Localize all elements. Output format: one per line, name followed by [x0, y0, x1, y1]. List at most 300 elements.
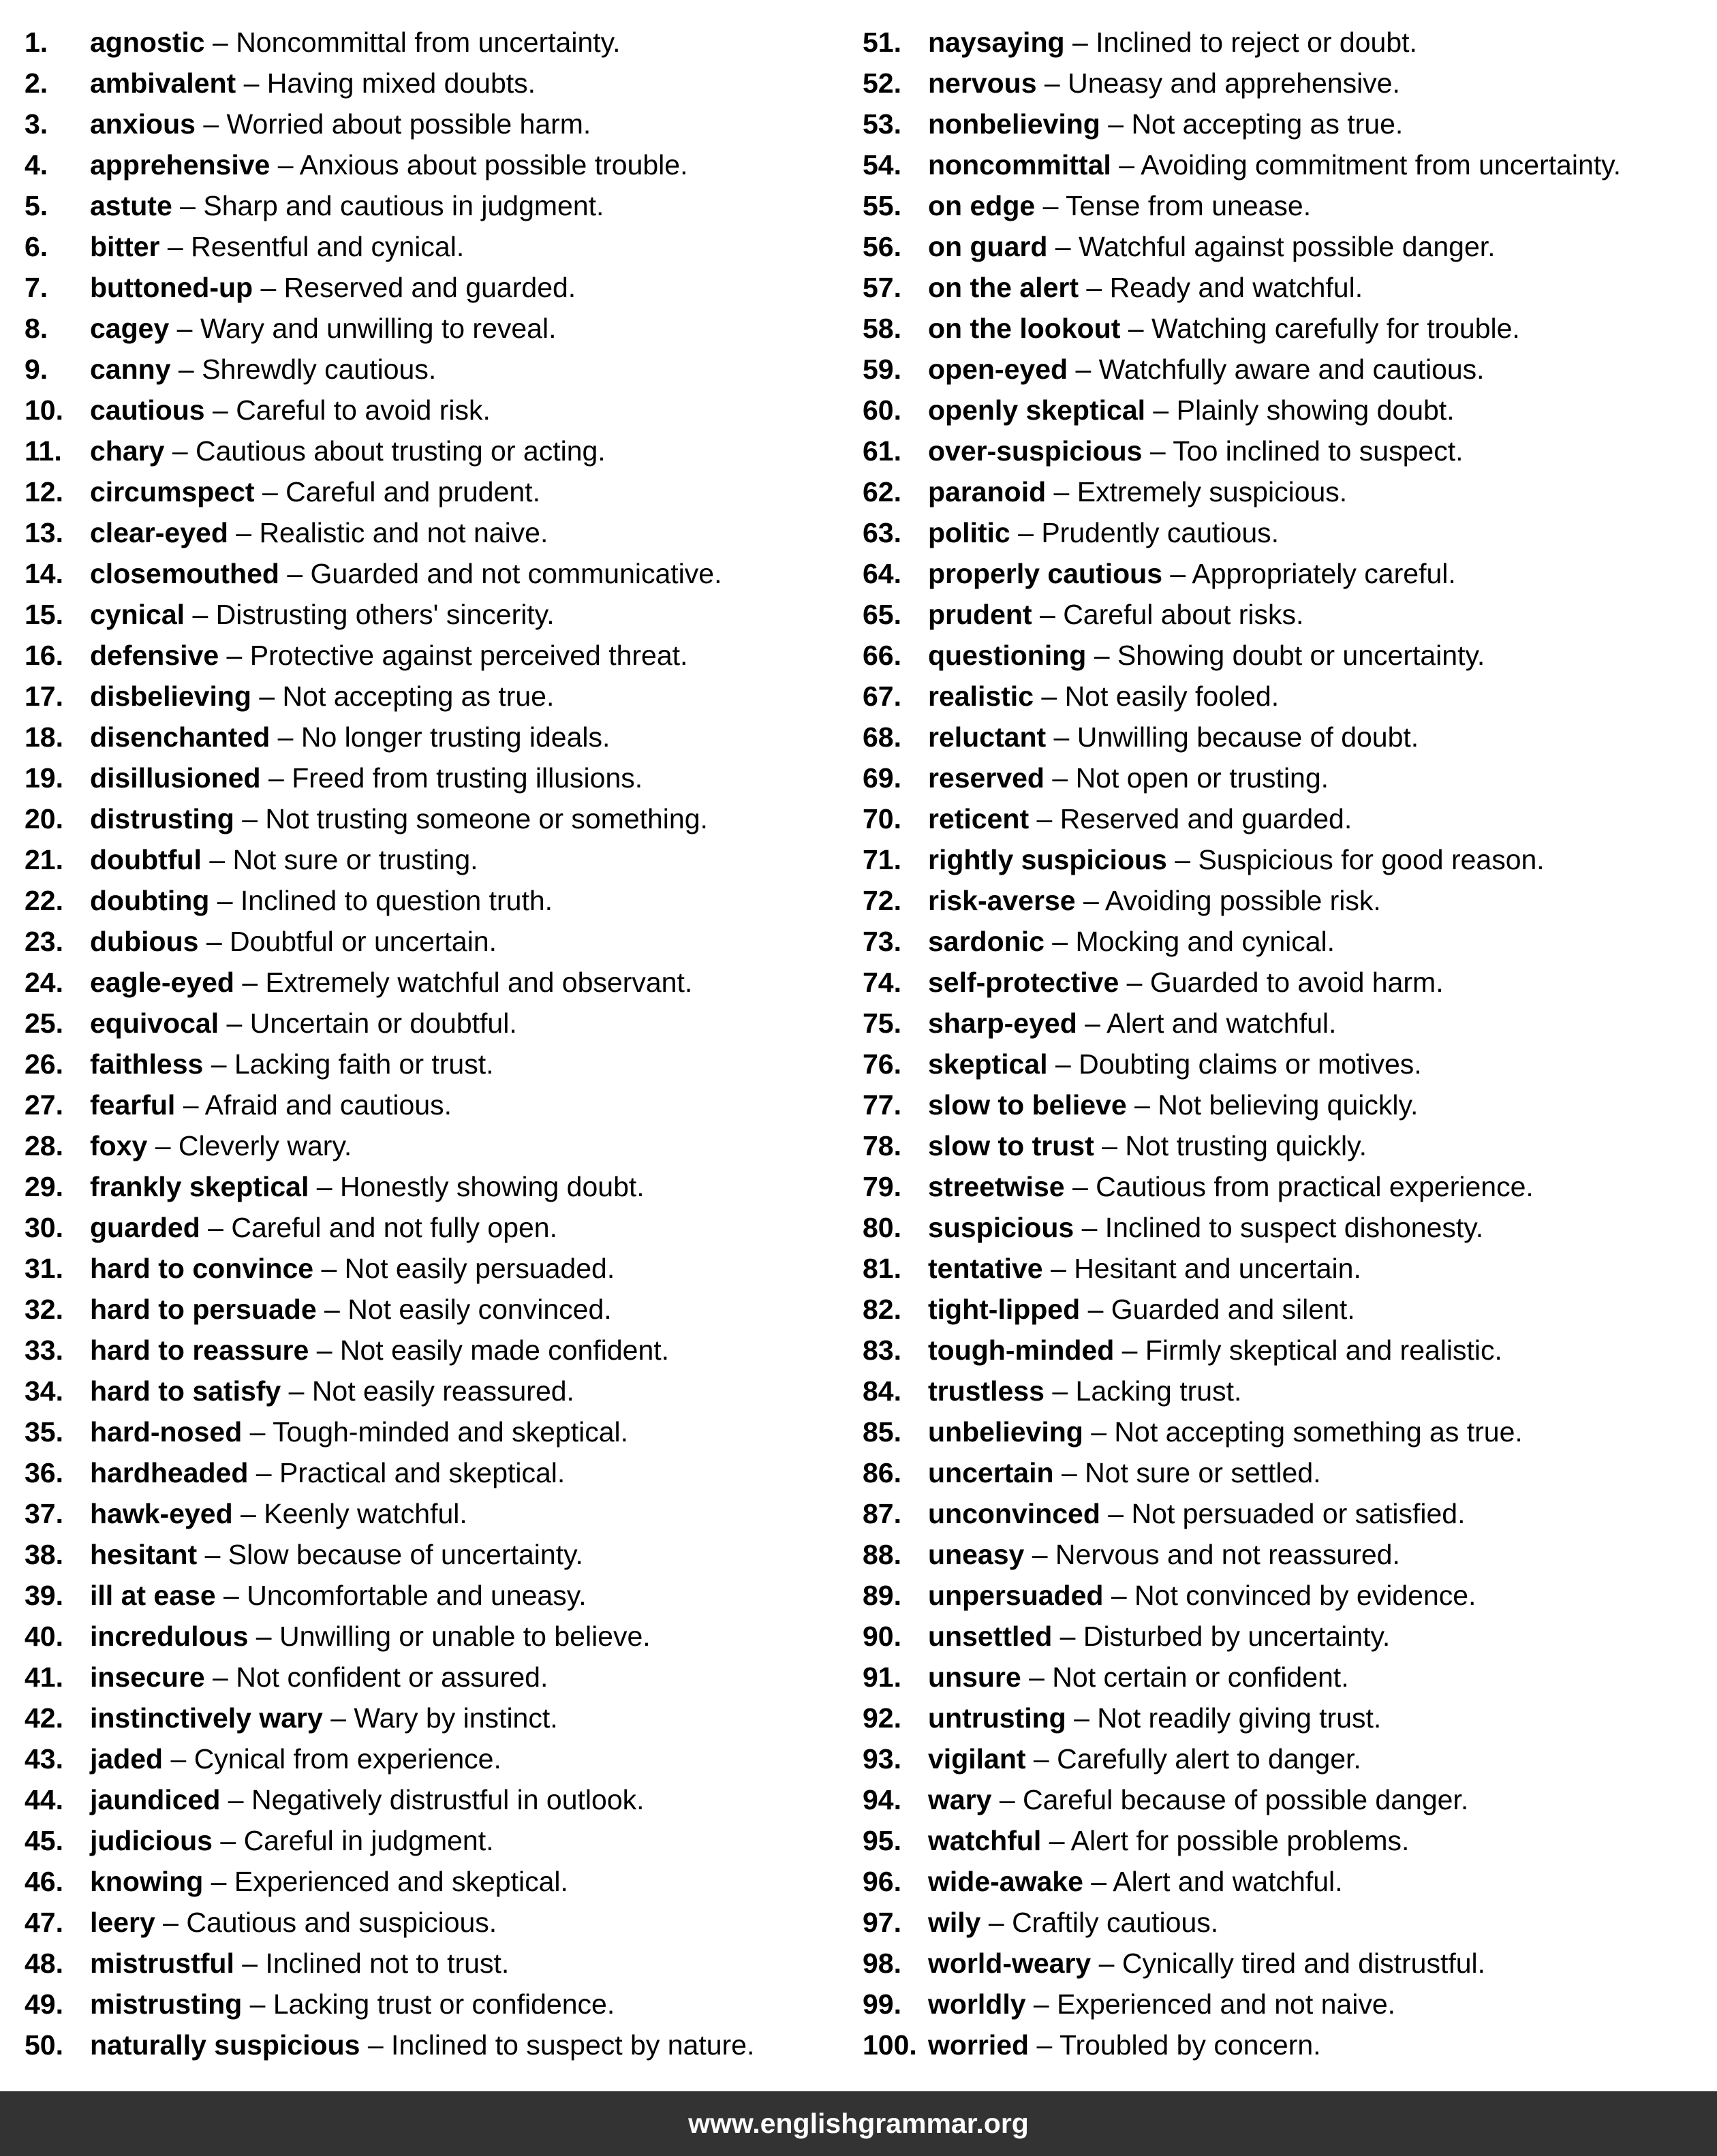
item-definition: Uncomfortable and uneasy.: [247, 1580, 587, 1611]
item-definition: Not easily reassured.: [311, 1375, 574, 1407]
list-item: [25, 1371, 754, 1411]
item-term: insecure: [90, 1661, 205, 1693]
item-term: agnostic: [90, 27, 205, 58]
item-term: over-suspicious: [928, 435, 1143, 467]
item-term: unconvinced: [928, 1498, 1100, 1529]
item-definition: Not accepting as true.: [1131, 108, 1404, 140]
item-number: 73.: [863, 926, 901, 957]
item-definition: Disturbed by uncertainty.: [1083, 1621, 1391, 1652]
item-definition: Reserved and guarded.: [283, 272, 576, 303]
item-number: 80.: [863, 1212, 901, 1243]
item-separator: –: [1052, 1621, 1083, 1652]
item-number: 89.: [863, 1580, 901, 1611]
item-separator: –: [200, 1212, 232, 1243]
item-term: reticent: [928, 803, 1030, 834]
item-term: trustless: [928, 1375, 1045, 1407]
item-definition: Cynical from experience.: [194, 1743, 501, 1775]
list-item: [25, 1616, 754, 1657]
item-term: naturally suspicious: [90, 2029, 360, 2061]
list-item: [863, 2025, 1621, 2065]
item-separator: –: [279, 558, 311, 589]
item-separator: –: [1010, 517, 1042, 548]
item-definition: Tense from unease.: [1066, 190, 1312, 221]
item-definition: Too inclined to suspect.: [1173, 435, 1464, 467]
item-separator: –: [1074, 1212, 1105, 1243]
item-term: sardonic: [928, 926, 1045, 957]
item-definition: Troubled by concern.: [1059, 2029, 1321, 2061]
item-term: incredulous: [90, 1621, 249, 1652]
item-number: 9.: [25, 354, 48, 385]
item-term: suspicious: [928, 1212, 1074, 1243]
list-item: [25, 1330, 754, 1371]
item-separator: –: [1120, 313, 1151, 344]
item-term: cagey: [90, 313, 170, 344]
item-separator: –: [309, 1171, 340, 1202]
item-separator: –: [234, 1948, 266, 1979]
item-separator: –: [1126, 1089, 1158, 1121]
item-separator: –: [164, 435, 196, 467]
list-item: [863, 185, 1621, 226]
item-term: openly skeptical: [928, 394, 1146, 426]
item-number: 35.: [25, 1416, 63, 1448]
item-definition: Cautious and suspicious.: [186, 1907, 497, 1938]
item-separator: –: [204, 1661, 236, 1693]
list-item: [863, 1289, 1621, 1330]
list-item: [25, 717, 754, 757]
item-term: reluctant: [928, 721, 1047, 753]
item-number: 55.: [863, 190, 901, 221]
item-number: 33.: [25, 1334, 63, 1366]
item-number: 96.: [863, 1866, 901, 1897]
item-term: streetwise: [928, 1171, 1065, 1202]
item-separator: –: [260, 762, 292, 794]
item-number: 15.: [25, 599, 63, 630]
item-definition: Mocking and cynical.: [1075, 926, 1335, 957]
list-item: [25, 1248, 754, 1289]
item-definition: Watching carefully for trouble.: [1151, 313, 1520, 344]
item-number: 43.: [25, 1743, 63, 1775]
list-item: [25, 798, 754, 839]
item-definition: Slow because of uncertainty.: [228, 1539, 583, 1570]
item-separator: –: [248, 1621, 279, 1652]
item-term: hard to reassure: [90, 1334, 309, 1366]
list-item: [863, 757, 1621, 798]
item-term: prudent: [928, 599, 1032, 630]
item-number: 27.: [25, 1089, 63, 1121]
item-number: 83.: [863, 1334, 901, 1366]
item-term: self-protective: [928, 967, 1119, 998]
item-separator: –: [1021, 1661, 1053, 1693]
item-separator: –: [204, 394, 236, 426]
item-number: 12.: [25, 476, 63, 507]
item-separator: –: [1042, 1253, 1074, 1284]
list-item: [863, 104, 1621, 144]
item-number: 61.: [863, 435, 901, 467]
item-term: disillusioned: [90, 762, 261, 794]
item-number: 74.: [863, 967, 901, 998]
list-item: [863, 471, 1621, 512]
item-definition: Freed from trusting illusions.: [292, 762, 643, 794]
item-term: unsure: [928, 1661, 1021, 1693]
item-separator: –: [270, 149, 300, 181]
item-separator: –: [234, 967, 266, 998]
item-number: 51.: [863, 27, 901, 58]
list-item: [863, 226, 1621, 267]
item-definition: Not accepting as true.: [282, 681, 555, 712]
item-definition: Watchfully aware and cautious.: [1098, 354, 1485, 385]
item-definition: Avoiding commitment from uncertainty.: [1141, 149, 1621, 181]
list-item: [863, 1452, 1621, 1493]
item-number: 95.: [863, 1825, 901, 1856]
item-separator: –: [254, 476, 286, 507]
item-definition: Experienced and skeptical.: [234, 1866, 568, 1897]
item-number: 53.: [863, 108, 901, 140]
item-definition: Not sure or settled.: [1085, 1457, 1321, 1488]
item-number: 58.: [863, 313, 901, 344]
item-number: 92.: [863, 1702, 901, 1734]
item-separator: –: [1046, 721, 1077, 753]
item-number: 59.: [863, 354, 901, 385]
item-term: hard to satisfy: [90, 1375, 281, 1407]
item-term: ill at ease: [90, 1580, 216, 1611]
item-separator: –: [1111, 149, 1141, 181]
item-separator: –: [1162, 558, 1192, 589]
item-definition: Plainly showing doubt.: [1176, 394, 1455, 426]
item-separator: –: [1035, 190, 1066, 221]
item-separator: –: [204, 27, 236, 58]
item-term: slow to believe: [928, 1089, 1127, 1121]
item-definition: Inclined to reject or doubt.: [1096, 27, 1417, 58]
item-definition: Not easily made confident.: [339, 1334, 670, 1366]
list-item: [863, 1493, 1621, 1534]
item-number: 7.: [25, 272, 48, 303]
item-term: closemouthed: [90, 558, 279, 589]
item-separator: –: [316, 1294, 348, 1325]
item-number: 29.: [25, 1171, 63, 1202]
item-number: 41.: [25, 1661, 63, 1693]
item-separator: –: [1044, 762, 1076, 794]
item-number: 23.: [25, 926, 63, 957]
item-number: 5.: [25, 190, 48, 221]
list-item: [25, 921, 754, 962]
item-separator: –: [1091, 1948, 1122, 1979]
item-number: 46.: [25, 1866, 63, 1897]
item-term: leery: [90, 1907, 155, 1938]
item-number: 34.: [25, 1375, 63, 1407]
item-definition: Inclined not to trust.: [265, 1948, 510, 1979]
item-term: tough-minded: [928, 1334, 1115, 1366]
item-definition: Honestly showing doubt.: [339, 1171, 645, 1202]
item-term: tight-lipped: [928, 1294, 1081, 1325]
item-separator: –: [1036, 67, 1068, 99]
item-number: 94.: [863, 1784, 901, 1815]
item-number: 30.: [25, 1212, 63, 1243]
item-number: 14.: [25, 558, 63, 589]
item-separator: –: [1103, 1580, 1135, 1611]
item-term: mistrustful: [90, 1948, 234, 1979]
item-term: hard to convince: [90, 1253, 314, 1284]
item-separator: –: [1041, 1825, 1071, 1856]
list-item: [25, 635, 754, 676]
list-item: [25, 1125, 754, 1166]
list-item: [863, 717, 1621, 757]
item-term: world-weary: [928, 1948, 1092, 1979]
list-item: [863, 390, 1621, 431]
item-separator: –: [1025, 1743, 1057, 1775]
item-term: noncommittal: [928, 149, 1111, 181]
item-number: 66.: [863, 640, 901, 671]
item-definition: Careful about risks.: [1063, 599, 1304, 630]
item-number: 47.: [25, 1907, 63, 1938]
item-term: judicious: [90, 1825, 213, 1856]
item-definition: Appropriately careful.: [1192, 558, 1456, 589]
item-definition: Not open or trusting.: [1075, 762, 1329, 794]
item-definition: Cautious from practical experience.: [1096, 1171, 1534, 1202]
item-term: realistic: [928, 681, 1034, 712]
item-number: 84.: [863, 1375, 901, 1407]
item-term: questioning: [928, 640, 1087, 671]
item-separator: –: [1075, 885, 1105, 916]
item-number: 24.: [25, 967, 63, 998]
item-separator: –: [1078, 272, 1110, 303]
list-item: [863, 1779, 1621, 1820]
list-item: [25, 1984, 754, 2025]
list-item: [863, 349, 1621, 390]
item-number: 50.: [25, 2029, 63, 2061]
list-item: [25, 22, 754, 63]
item-separator: –: [1044, 926, 1076, 957]
list-item: [863, 1207, 1621, 1248]
item-separator: –: [242, 1988, 273, 2020]
list-item: [25, 144, 754, 185]
item-number: 18.: [25, 721, 63, 753]
item-definition: Keenly watchful.: [264, 1498, 467, 1529]
item-separator: –: [236, 67, 267, 99]
list-item: [25, 63, 754, 104]
item-definition: Not trusting quickly.: [1125, 1130, 1367, 1161]
item-number: 57.: [863, 272, 901, 303]
item-separator: –: [1047, 1048, 1079, 1080]
item-separator: –: [1029, 2029, 1059, 2061]
item-number: 60.: [863, 394, 901, 426]
list-item: [863, 1248, 1621, 1289]
list-item: [25, 1084, 754, 1125]
item-definition: Cautious about trusting or acting.: [196, 435, 606, 467]
list-item: [25, 1861, 754, 1902]
item-definition: Inclined to suspect by nature.: [391, 2029, 755, 2061]
item-separator: –: [1100, 108, 1132, 140]
item-definition: Not convinced by evidence.: [1134, 1580, 1476, 1611]
item-separator: –: [248, 1457, 279, 1488]
item-term: ambivalent: [90, 67, 236, 99]
item-term: mistrusting: [90, 1988, 243, 2020]
item-term: eagle-eyed: [90, 967, 234, 998]
list-item: [863, 308, 1621, 349]
list-item: [25, 1738, 754, 1779]
list-item: [25, 1779, 754, 1820]
item-number: 64.: [863, 558, 901, 589]
item-separator: –: [253, 272, 284, 303]
item-definition: Tough-minded and skeptical.: [273, 1416, 629, 1448]
list-item: [25, 431, 754, 471]
item-separator: –: [309, 1334, 340, 1366]
item-definition: Suspicious for good reason.: [1198, 844, 1545, 875]
item-separator: –: [1100, 1498, 1132, 1529]
item-separator: –: [1053, 1457, 1085, 1488]
item-separator: –: [281, 1375, 312, 1407]
item-separator: –: [232, 1498, 264, 1529]
item-definition: Not easily fooled.: [1064, 681, 1280, 712]
item-number: 28.: [25, 1130, 63, 1161]
item-separator: –: [1077, 1007, 1107, 1039]
item-separator: –: [1046, 476, 1077, 507]
list-item: [25, 553, 754, 594]
item-definition: Sharp and cautious in judgment.: [203, 190, 604, 221]
item-separator: –: [360, 2029, 392, 2061]
item-definition: Practical and skeptical.: [279, 1457, 566, 1488]
item-number: 97.: [863, 1907, 901, 1938]
item-definition: Doubtful or uncertain.: [230, 926, 497, 957]
item-term: unsettled: [928, 1621, 1053, 1652]
item-number: 42.: [25, 1702, 63, 1734]
list-item: [863, 962, 1621, 1003]
item-definition: Avoiding possible risk.: [1104, 885, 1381, 916]
item-separator: –: [185, 599, 216, 630]
list-item: [863, 798, 1621, 839]
list-item: [863, 1534, 1621, 1575]
item-separator: –: [1068, 354, 1099, 385]
item-number: 3.: [25, 108, 48, 140]
list-item: [863, 1330, 1621, 1371]
item-number: 81.: [863, 1253, 901, 1284]
item-number: 4.: [25, 149, 48, 181]
item-separator: –: [234, 803, 266, 834]
item-definition: Inclined to question truth.: [240, 885, 553, 916]
item-definition: Ready and watchful.: [1109, 272, 1363, 303]
item-separator: –: [1064, 1171, 1096, 1202]
item-term: risk-averse: [928, 885, 1076, 916]
item-definition: Having mixed doubts.: [266, 67, 536, 99]
list-item: [863, 1411, 1621, 1452]
item-definition: Extremely suspicious.: [1077, 476, 1348, 507]
item-definition: Prudently cautious.: [1041, 517, 1280, 548]
list-item: [25, 1493, 754, 1534]
item-term: skeptical: [928, 1048, 1048, 1080]
item-definition: Showing doubt or uncertainty.: [1117, 640, 1485, 671]
item-term: dubious: [90, 926, 199, 957]
item-term: sharp-eyed: [928, 1007, 1077, 1039]
item-number: 79.: [863, 1171, 901, 1202]
item-definition: Alert and watchful.: [1113, 1866, 1343, 1897]
item-definition: Afraid and cautious.: [204, 1089, 452, 1121]
item-number: 71.: [863, 844, 901, 875]
item-term: canny: [90, 354, 171, 385]
list-item: [25, 390, 754, 431]
item-term: disbelieving: [90, 681, 251, 712]
item-number: 39.: [25, 1580, 63, 1611]
list-item: [863, 1616, 1621, 1657]
item-term: doubting: [90, 885, 210, 916]
item-term: hawk-eyed: [90, 1498, 233, 1529]
item-separator: –: [322, 1702, 354, 1734]
item-separator: –: [219, 640, 250, 671]
item-definition: Carefully alert to danger.: [1057, 1743, 1361, 1775]
list-item: [25, 104, 754, 144]
item-separator: –: [1066, 1702, 1098, 1734]
item-definition: Not confident or assured.: [236, 1661, 548, 1693]
item-number: 82.: [863, 1294, 901, 1325]
item-separator: –: [159, 231, 191, 262]
item-separator: –: [1119, 967, 1150, 998]
item-number: 20.: [25, 803, 63, 834]
list-item: [863, 1861, 1621, 1902]
item-separator: –: [1086, 640, 1117, 671]
list-item: [25, 594, 754, 635]
item-number: 17.: [25, 681, 63, 712]
list-item: [863, 1738, 1621, 1779]
item-separator: –: [1145, 394, 1177, 426]
item-term: knowing: [90, 1866, 204, 1897]
item-number: 90.: [863, 1621, 901, 1652]
list-item: [863, 839, 1621, 880]
item-separator: –: [215, 1580, 247, 1611]
list-item: [25, 1575, 754, 1616]
item-separator: –: [155, 1907, 187, 1938]
word-list-column-right: [863, 22, 1621, 2065]
item-separator: –: [991, 1784, 1023, 1815]
item-definition: Not sure or trusting.: [232, 844, 478, 875]
item-definition: Lacking faith or trust.: [234, 1048, 494, 1080]
item-term: distrusting: [90, 803, 234, 834]
item-separator: –: [251, 681, 283, 712]
list-item: [863, 1003, 1621, 1044]
item-number: 40.: [25, 1621, 63, 1652]
list-item: [25, 757, 754, 798]
item-definition: Cleverly wary.: [178, 1130, 352, 1161]
item-separator: –: [169, 313, 200, 344]
item-separator: –: [1034, 681, 1065, 712]
item-definition: Not easily convinced.: [347, 1294, 612, 1325]
item-definition: Careful to avoid risk.: [236, 394, 491, 426]
item-term: vigilant: [928, 1743, 1026, 1775]
item-definition: No longer trusting ideals.: [300, 721, 610, 753]
item-definition: Nervous and not reassured.: [1055, 1539, 1400, 1570]
item-term: cynical: [90, 599, 185, 630]
item-number: 62.: [863, 476, 901, 507]
item-number: 87.: [863, 1498, 901, 1529]
item-definition: Craftily cautious.: [1012, 1907, 1219, 1938]
item-number: 72.: [863, 885, 901, 916]
item-separator: –: [1080, 1294, 1111, 1325]
item-number: 10.: [25, 394, 63, 426]
list-item: [25, 1411, 754, 1452]
item-definition: Not persuaded or satisfied.: [1131, 1498, 1466, 1529]
item-definition: Extremely watchful and observant.: [265, 967, 693, 998]
item-definition: Lacking trust or confidence.: [273, 1988, 615, 2020]
item-number: 78.: [863, 1130, 901, 1161]
item-separator: –: [1142, 435, 1173, 467]
list-item: [863, 1166, 1621, 1207]
item-number: 54.: [863, 149, 901, 181]
list-item: [25, 2025, 754, 2065]
list-item: [863, 1984, 1621, 2025]
item-number: 68.: [863, 721, 901, 753]
list-item: [863, 1698, 1621, 1738]
item-definition: Unwilling or unable to believe.: [279, 1621, 651, 1652]
item-definition: Realistic and not naive.: [259, 517, 548, 548]
list-item: [863, 635, 1621, 676]
item-number: 65.: [863, 599, 901, 630]
